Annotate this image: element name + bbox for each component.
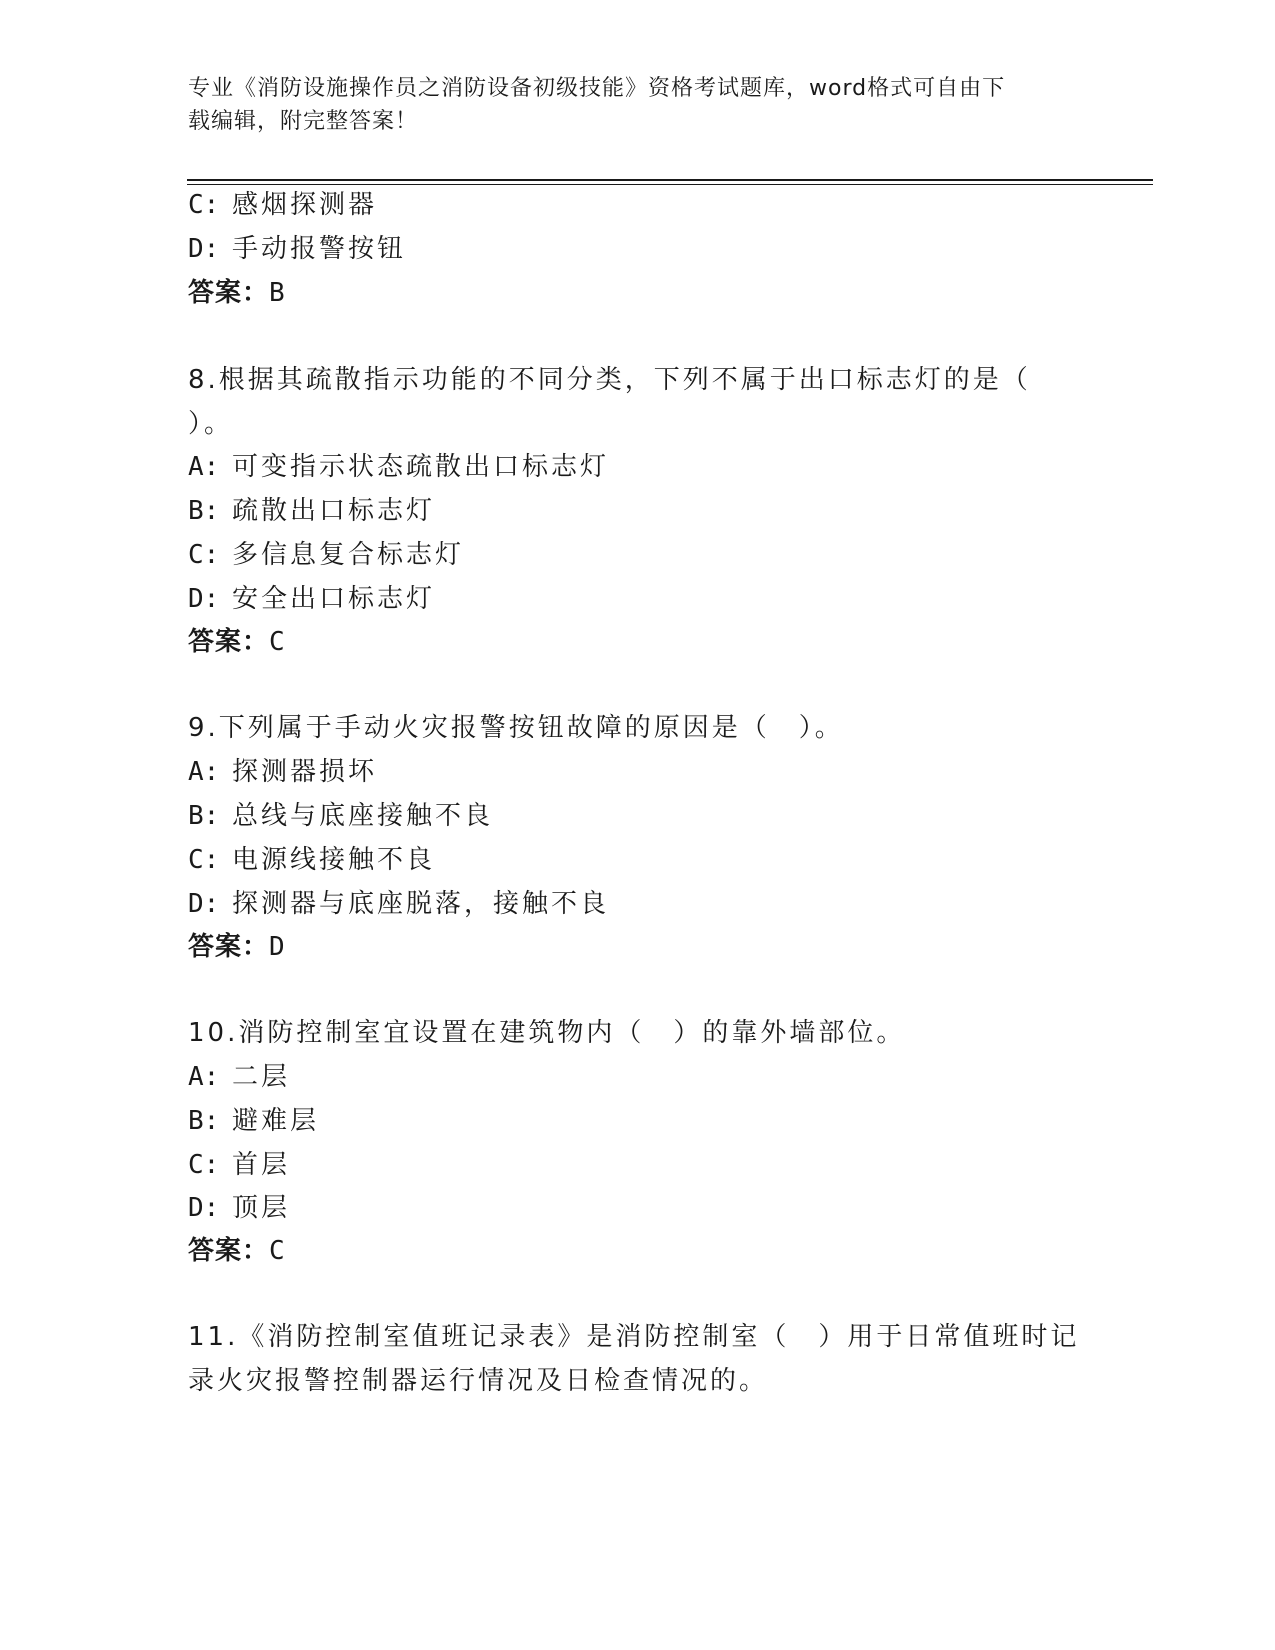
q10-stem-line-1: 10.消防控制室宜设置在建筑物内（ ）的靠外墙部位。	[188, 1018, 906, 1048]
q7-option-d: D: 手动报警按钮	[188, 234, 407, 264]
header-line-2: 载编辑，附完整答案！	[188, 109, 419, 134]
q11-stem-line-1: 11.《消防控制室值班记录表》是消防控制室（ ）用于日常值班时记	[188, 1322, 1080, 1352]
q8-option-b: B: 疏散出口标志灯	[188, 496, 436, 526]
q9-option-c: C: 电源线接触不良	[188, 845, 436, 875]
q8-option-a: A: 可变指示状态疏散出口标志灯	[188, 452, 610, 482]
header-divider-thick	[187, 179, 1153, 181]
q8-option-d: D: 安全出口标志灯	[188, 584, 436, 614]
q9-answer: 答案：D	[188, 932, 286, 962]
q10-answer: 答案：C	[188, 1236, 286, 1266]
q8-stem-line-1: 8.根据其疏散指示功能的不同分类，下列不属于出口标志灯的是（	[188, 365, 1031, 395]
q10-option-c: C: 首层	[188, 1150, 291, 1180]
q7-answer: 答案：B	[188, 278, 286, 308]
q10-option-d: D: 顶层	[188, 1193, 291, 1223]
header-divider-thin	[187, 184, 1153, 185]
q8-stem-line-2: ）。	[188, 409, 234, 439]
q9-option-b: B: 总线与底座接触不良	[188, 801, 494, 831]
q8-option-c: C: 多信息复合标志灯	[188, 540, 465, 570]
q11-stem-line-2: 录火灾报警控制器运行情况及日检查情况的。	[188, 1366, 769, 1396]
q10-option-a: A: 二层	[188, 1062, 291, 1092]
q9-stem-line-1: 9.下列属于手动火灾报警按钮故障的原因是（ ）。	[188, 713, 844, 743]
q9-option-d: D: 探测器与底座脱落，接触不良	[188, 889, 610, 919]
q7-option-c: C: 感烟探测器	[188, 190, 378, 220]
header-line-1: 专业《消防设施操作员之消防设备初级技能》资格考试题库，word格式可自由下	[188, 76, 1006, 101]
q9-option-a: A: 探测器损坏	[188, 757, 378, 787]
q10-option-b: B: 避难层	[188, 1106, 320, 1136]
q8-answer: 答案：C	[188, 627, 286, 657]
document-header	[188, 72, 1088, 138]
